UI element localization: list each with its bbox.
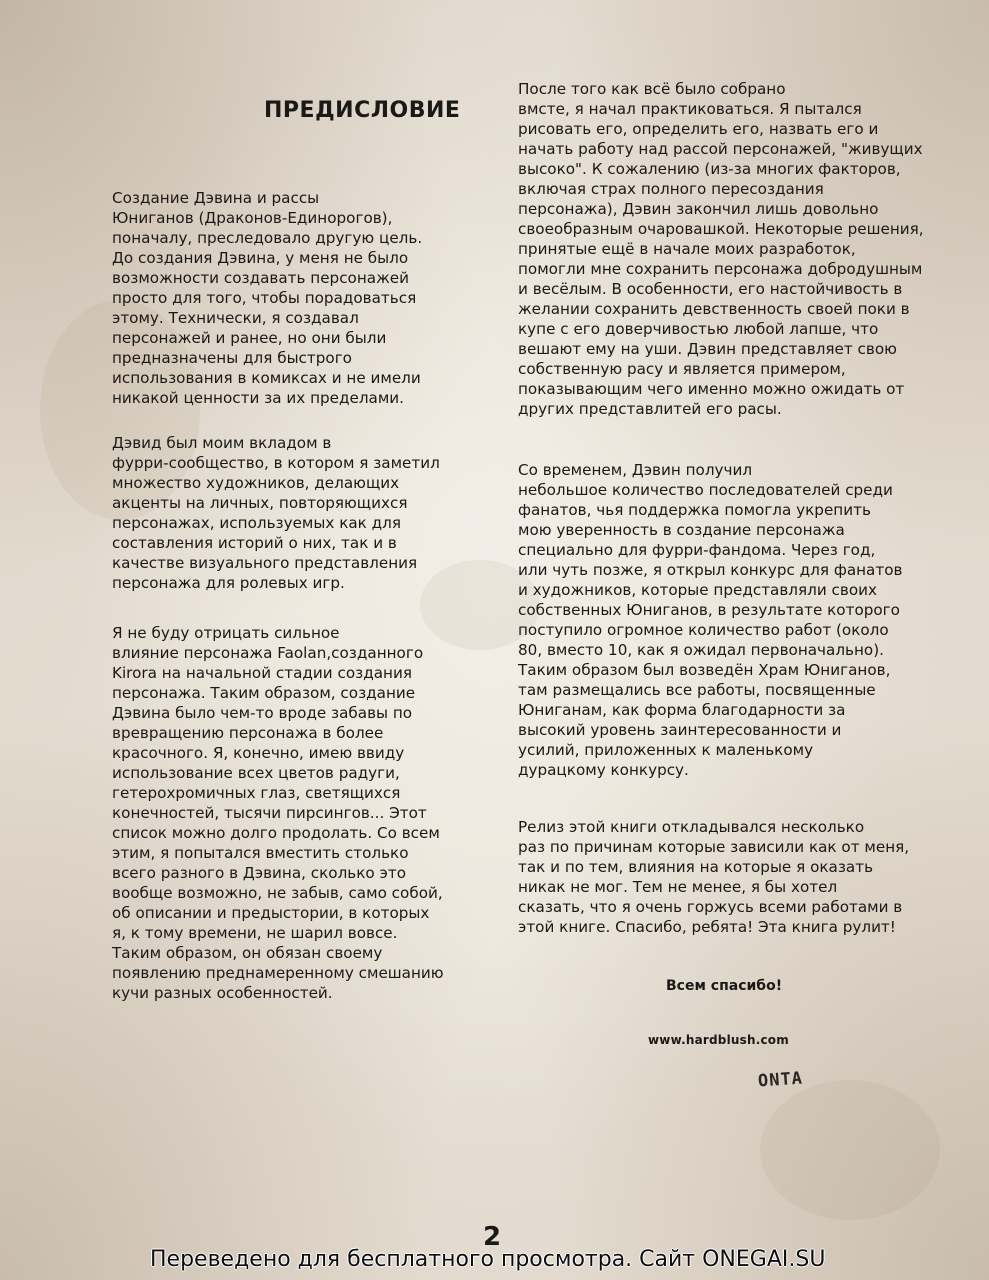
paper-stain xyxy=(760,1080,940,1220)
right-paragraph-2: Со временем, Дэвин получил небольшое количество последователей среди фанатов, чья поддержка помогла укрепить мою уверенность в создание персонажа специально для фурри-фандома. Через год, или чуть позже, я открыл конкурс для фанатов и художников, которые представляли своих собственных Юниганов, в результате которого поступило огромное количество работ (около 80, вместо 10, как я ожидал первоначально). Таким образом был возведён Храм Юниганов, там размещались все работы, посвященные Юниганам, как форма благодарности за высокий уровень заинтересованности и усилий, приложенных к маленькому дурацкому конкурсу. xyxy=(518,461,903,779)
signature: ONTA xyxy=(757,1068,804,1092)
thanks-text: Всем спасибо! xyxy=(666,978,783,994)
website-link[interactable]: www.hardblush.com xyxy=(648,1033,789,1047)
page-title: ПРЕДИСЛОВИЕ xyxy=(264,98,461,123)
left-paragraph-3: Я не буду отрицать сильное влияние персонажа Faolan,созданного Kirora на начальной стадии создания персонажа. Таким образом, создание Дэвина было чем-то вроде забавы по вревращению персонажа в более красочного. Я, конечно, имею ввиду использование всех цветов радуги, гетерохромичных глаз, светящихся конечностей, тысячи пирсингов... Этот список можно долго продолать. Со всем этим, я попытался вместить столько всего разного в Дэвина, сколько это вообще возможно, не забыв, само собой, об описании и предыстории, в которых я, к тому времени, не шарил вовсе. Таким образом, он обязан своему появлению преднамеренному смешанию кучи разных особенностей. xyxy=(112,624,444,1002)
right-paragraph-3: Релиз этой книги откладывался несколько раз по причинам которые зависили как от меня, так и по тем, влияния на которые я оказать никак не мог. Тем не менее, я бы хотел сказать, что я очень горжусь всеми работами в этой книге. Спасибо, ребята! Эта книга рулит! xyxy=(518,818,910,936)
left-paragraph-2: Дэвид был моим вкладом в фурри-сообщество, в котором я заметил множество художников, делающих акценты на личных, повторяющихся персонажах, используемых как для составления историй о них, так и в качестве визуального представления персонажа для ролевых игр. xyxy=(112,434,440,592)
right-paragraph-1: После того как всё было собрано вмсте, я начал практиковаться. Я пытался рисовать его, определить его, назвать его и начать работу над рассой персонажей, "живущих высоко". К сожалению (из-за многих факторов, включая страх полного пересоздания персонажа), Дэвин закончил лишь довольно своеобразным очаровашкой. Некоторые решения, принятые ещё в начале моих разработок, помогли мне сохранить персонажа добродушным и весёлым. В особенности, его настойчивость в желании сохранить девственность своей поки в купе с его доверчивостью любой лапше, что вешают ему на уши. Дэвин представляет свою собственную расу и является примером, показывающим чего именно можно ожидать от других представлитей его расы. xyxy=(518,80,924,418)
page-number: 2 xyxy=(483,1222,502,1252)
left-paragraph-1: Создание Дэвина и рассы Юниганов (Драконов-Единорогов), поначалу, преследовало другую цель. До создания Дэвина, у меня не было возможности создавать персонажей просто для того, чтобы порадоваться этому. Технически, я создавал персонажей и ранее, но они были предназначены для быстрого использования в комиксах и не имели никакой ценности за их пределами. xyxy=(112,189,423,407)
footer-caption: Переведено для бесплатного просмотра. Сайт ONEGAI.SU xyxy=(150,1247,826,1272)
